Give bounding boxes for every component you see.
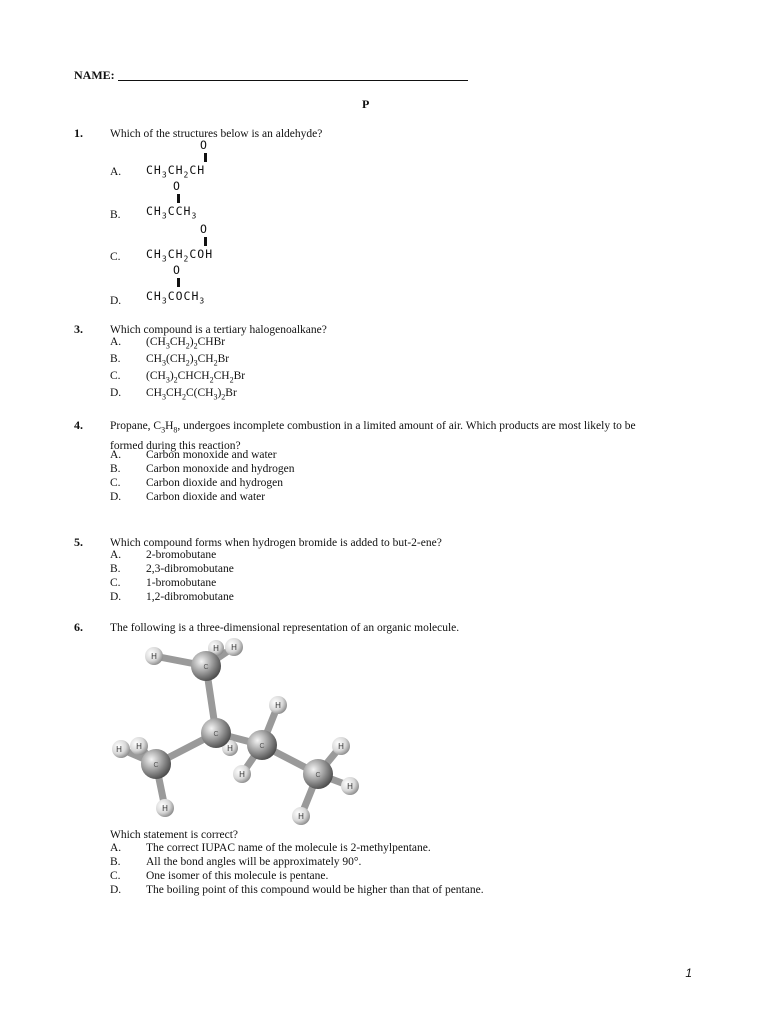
svg-text:H: H (347, 782, 353, 791)
paper-code: P (362, 97, 370, 111)
q3-question: Which compound is a tertiary halogenoalkane? (110, 324, 327, 336)
q3-option-b-letter: B. (110, 353, 121, 365)
q4-question: Propane, $C_3H_8$, undergoes incomplete combustion in a limited amount of air. Which products are most likely to be formed during this reaction? (110, 420, 636, 453)
q6-option-c-text: One isomer of this molecule is pentane. (146, 870, 329, 882)
q4-option-b-text: Carbon monoxide and hydrogen (146, 463, 295, 475)
q4-option-b-letter: B. (110, 463, 121, 475)
q4-option-c-text: Carbon dioxide and hydrogen (146, 477, 284, 489)
q1c-double-bond (204, 237, 207, 246)
q1-option-d-formula: $CH_3COCH_3$ (146, 289, 206, 306)
q5-option-c-letter: C. (110, 577, 121, 589)
q1a-oxygen: O (200, 138, 207, 152)
molecule-ball-and-stick-model (104, 636, 374, 832)
hydrogen-atoms (112, 638, 359, 825)
q1-number: 1. (74, 126, 83, 140)
q4-option-d-letter: D. (110, 491, 122, 503)
svg-text:H: H (162, 804, 168, 813)
q3-option-d-text: $CH_3CH_2C(CH_3)_2Br$ (146, 387, 237, 402)
q3-option-b-text: $CH_3(CH_2)_3CH_2Br$ (146, 353, 230, 368)
q6-option-a-letter: A. (110, 842, 122, 854)
c-atom (201, 718, 231, 748)
q6-option-c-letter: C. (110, 870, 121, 882)
h-atom (269, 696, 287, 714)
svg-text:H: H (231, 643, 237, 652)
page-number: 1 (685, 966, 692, 980)
svg-text:C: C (203, 664, 209, 671)
c-atom (247, 730, 277, 760)
q1-option-b-formula: $CH_3CCH_3$ (146, 204, 198, 221)
svg-text:H: H (151, 652, 157, 661)
svg-text:H: H (213, 644, 219, 653)
q5-option-d-letter: D. (110, 591, 122, 603)
q6-option-d-text: The boiling point of this compound would be higher than that of pentane. (146, 884, 484, 896)
q6-option-b-text: All the bond angles will be approximately 90°. (146, 856, 362, 868)
q4-option-a-text: Carbon monoxide and water (146, 449, 277, 461)
q1c-oxygen: O (200, 222, 207, 236)
q5-option-a-text: 2-bromobutane (146, 549, 217, 561)
q5-question: Which compound forms when hydrogen bromide is added to but-2-ene? (110, 537, 442, 549)
q3-option-c-letter: C. (110, 370, 121, 382)
q1-option-c-formula: $CH_3CH_2COH$ (146, 247, 214, 264)
q4-option-d-text: Carbon dioxide and water (146, 491, 266, 503)
q5-option-b-text: 2,3-dibromobutane (146, 563, 234, 575)
q1-option-d-letter: D. (110, 295, 122, 307)
c-atom (303, 759, 333, 789)
q3-option-a-text: $(CH_3CH_2)_2CHBr$ (146, 336, 226, 351)
q6-question: The following is a three-dimensional representation of an organic molecule. (110, 622, 460, 634)
h-atom (341, 777, 359, 795)
h-atom (225, 638, 243, 656)
q4-option-c-letter: C. (110, 477, 121, 489)
q5-option-a-letter: A. (110, 549, 122, 561)
h-atom (292, 807, 310, 825)
name-blank-line (118, 80, 468, 81)
svg-text:H: H (116, 745, 122, 754)
svg-text:C: C (315, 772, 321, 779)
svg-text:H: H (239, 770, 245, 779)
svg-text:H: H (298, 812, 304, 821)
q6-option-d-letter: D. (110, 884, 122, 896)
h-atom (130, 737, 148, 755)
q6-option-b-letter: B. (110, 856, 121, 868)
q5-option-d-text: 1,2-dibromobutane (146, 591, 234, 603)
q1d-double-bond (177, 278, 180, 287)
svg-text:C: C (153, 762, 159, 769)
q1-option-a-formula: $CH_3CH_2CH$ (146, 163, 206, 180)
q1a-double-bond (204, 153, 207, 162)
q3-option-d-letter: D. (110, 387, 122, 399)
c-atom (191, 651, 221, 681)
q4-number: 4. (74, 418, 83, 432)
svg-text:H: H (338, 742, 344, 751)
q6-prompt: Which statement is correct? (110, 829, 239, 841)
q5-option-b-letter: B. (110, 563, 121, 575)
q1b-double-bond (177, 194, 180, 203)
q3-option-a-letter: A. (110, 336, 122, 348)
q1-question: Which of the structures below is an aldehyde? (110, 128, 323, 140)
name-label: NAME: (74, 68, 115, 82)
bonds (121, 647, 350, 816)
svg-text:H: H (227, 744, 233, 753)
h-atom (156, 799, 174, 817)
q1b-oxygen: O (173, 179, 180, 193)
q5-number: 5. (74, 535, 83, 549)
svg-text:C: C (259, 743, 265, 750)
h-atom (145, 647, 163, 665)
svg-text:H: H (136, 742, 142, 751)
c-atom (141, 749, 171, 779)
q3-number: 3. (74, 322, 83, 336)
svg-text:H: H (275, 701, 281, 710)
q1-option-b-letter: B. (110, 209, 121, 221)
q6-number: 6. (74, 620, 83, 634)
q1-option-c-letter: C. (110, 251, 121, 263)
q3-option-c-text: $(CH_3)_2CHCH_2CH_2Br$ (146, 370, 246, 385)
h-atom (332, 737, 350, 755)
svg-text:C: C (213, 731, 219, 738)
h-atom (112, 740, 130, 758)
q4-option-a-letter: A. (110, 449, 122, 461)
q6-option-a-text: The correct IUPAC name of the molecule is 2-methylpentane. (146, 842, 431, 854)
q5-option-c-text: 1-bromobutane (146, 577, 217, 589)
q1-option-a-letter: A. (110, 166, 122, 178)
q1d-oxygen: O (173, 263, 180, 277)
h-atom (233, 765, 251, 783)
